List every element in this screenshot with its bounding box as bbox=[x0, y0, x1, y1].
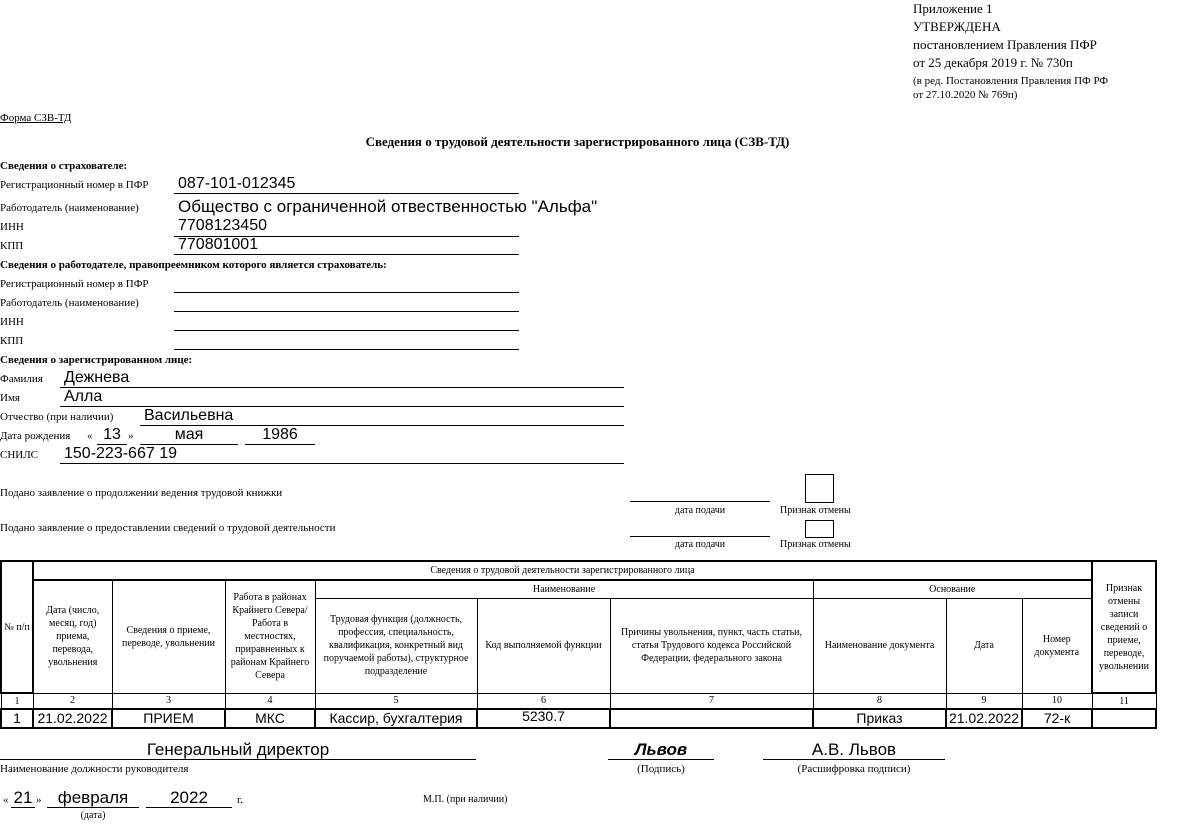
name-label: Имя bbox=[0, 392, 20, 404]
header-num: № п/п bbox=[1, 561, 33, 693]
column-number: 3 bbox=[112, 693, 225, 709]
form-label: Форма СЗВ-ТД bbox=[0, 112, 72, 124]
signature-value[interactable]: Львов bbox=[634, 740, 688, 759]
header-north: Работа в районах Крайнего Севера/Работа в местностях, приравненных к районам Крайнего Севера bbox=[225, 580, 315, 693]
predecessor-employer-line[interactable] bbox=[174, 311, 519, 312]
sign-month-line bbox=[47, 807, 139, 808]
cell-doc-name[interactable]: Приказ bbox=[813, 709, 946, 728]
cell-date[interactable]: 21.02.2022 bbox=[33, 709, 112, 728]
insurer-reg-label: Регистрационный номер в ПФР bbox=[0, 179, 149, 191]
sign-date-quote-close: » bbox=[36, 794, 42, 806]
signature-caption: (Подпись) bbox=[637, 763, 685, 775]
provide-date-caption: дата подачи bbox=[674, 539, 726, 550]
column-number: 10 bbox=[1022, 693, 1092, 709]
insurer-kpp-line bbox=[174, 254, 519, 255]
cell-doc-date[interactable]: 21.02.2022 bbox=[946, 709, 1022, 728]
approval-block bbox=[913, 0, 1108, 102]
header-doc-date: Дата bbox=[946, 598, 1022, 693]
sign-day-line bbox=[11, 807, 35, 808]
header-event: Сведения о приеме, переводе, увольнении bbox=[112, 580, 225, 693]
column-number: 4 bbox=[225, 693, 315, 709]
header-reasons: Причины увольнения, пункт, часть статьи, статья Трудового кодекса Российской Федерации, федерального закона bbox=[610, 598, 813, 693]
predecessor-heading: Сведения о работодателе, правопреемником которого является страхователь: bbox=[0, 259, 387, 271]
insurer-inn-label: ИНН bbox=[0, 221, 24, 233]
header-basis: Основание bbox=[813, 580, 1092, 598]
predecessor-employer-label: Работодатель (наименование) bbox=[0, 297, 139, 309]
continue-cancel-caption: Признак отмены bbox=[780, 505, 851, 516]
header-doc-name: Наименование документа bbox=[813, 598, 946, 693]
continue-cancel-box[interactable] bbox=[805, 474, 834, 503]
position-caption: Наименование должности руководителя bbox=[0, 763, 189, 775]
snils-line bbox=[60, 463, 624, 464]
person-heading: Сведения о зарегистрированном лице: bbox=[0, 354, 193, 366]
header-naming: Наименование bbox=[315, 580, 813, 598]
page-title: Сведения о трудовой деятельности зарегистрированного лица (СЗВ-ТД) bbox=[365, 134, 790, 149]
position-value[interactable]: Генеральный директор bbox=[146, 740, 330, 759]
continue-date-line[interactable] bbox=[630, 501, 770, 502]
cell-function[interactable]: Кассир, бухгалтерия bbox=[315, 709, 477, 728]
sign-date-quote-open: « bbox=[3, 794, 9, 806]
insurer-employer-value[interactable]: Общество с ограниченной отвественностью "Альфа" bbox=[178, 197, 598, 216]
approval-line-3: постановлением Правления ПФР bbox=[913, 37, 1097, 52]
cell-event[interactable]: ПРИЕМ bbox=[112, 709, 225, 728]
sign-year-suffix: г. bbox=[237, 794, 244, 806]
column-number: 11 bbox=[1092, 693, 1156, 709]
sign-year-line bbox=[146, 807, 232, 808]
column-number: 2 bbox=[33, 693, 112, 709]
decode-line bbox=[763, 759, 945, 760]
snils-label: СНИЛС bbox=[0, 449, 39, 461]
insurer-employer-label: Работодатель (наименование) bbox=[0, 202, 139, 214]
name-value[interactable]: Алла bbox=[64, 388, 103, 405]
decode-value[interactable]: А.В. Львов bbox=[811, 740, 897, 759]
predecessor-reg-label: Регистрационный номер в ПФР bbox=[0, 278, 149, 290]
cell-cancel[interactable] bbox=[1092, 709, 1156, 728]
column-number: 1 bbox=[1, 693, 33, 709]
insurer-reg-line bbox=[174, 193, 519, 194]
column-number: 6 bbox=[477, 693, 610, 709]
column-number: 9 bbox=[946, 693, 1022, 709]
predecessor-inn-line[interactable] bbox=[174, 330, 519, 331]
approval-note-2: от 27.10.2020 № 769п) bbox=[913, 89, 1018, 101]
approval-line-4: от 25 декабря 2019 г. № 730п bbox=[913, 55, 1073, 70]
column-number-row bbox=[1, 693, 1156, 709]
provide-date-line[interactable] bbox=[630, 536, 770, 537]
birth-quote-close: » bbox=[128, 430, 134, 442]
approval-line-2: УТВЕРЖДЕНА bbox=[913, 19, 1001, 34]
sign-month-value[interactable]: февраля bbox=[57, 788, 129, 807]
stamp-label: М.П. (при наличии) bbox=[423, 794, 508, 805]
snils-value[interactable]: 150-223-667 19 bbox=[64, 445, 177, 462]
header-code: Код выполняемой функции bbox=[477, 598, 610, 693]
header-date: Дата (число, месяц, год) приема, перевода, увольнения bbox=[33, 580, 112, 693]
surname-value[interactable]: Дежнева bbox=[64, 369, 130, 386]
provide-cancel-caption: Признак отмены bbox=[780, 539, 851, 550]
birth-quote-open: « bbox=[87, 430, 93, 442]
cell-doc-num[interactable]: 72-к bbox=[1022, 709, 1092, 728]
predecessor-inn-label: ИНН bbox=[0, 316, 24, 328]
sign-day-value[interactable]: 21 bbox=[13, 788, 33, 807]
predecessor-kpp-label: КПП bbox=[0, 335, 24, 347]
insurer-reg-value[interactable]: 087-101-012345 bbox=[178, 175, 296, 192]
birth-year-line bbox=[245, 444, 315, 445]
continue-application-label: Подано заявление о продолжении ведения трудовой книжки bbox=[0, 487, 283, 499]
column-number: 8 bbox=[813, 693, 946, 709]
decode-caption: (Расшифровка подписи) bbox=[797, 763, 911, 775]
insurer-inn-value[interactable]: 7708123450 bbox=[178, 217, 267, 234]
predecessor-kpp-line[interactable] bbox=[174, 349, 519, 350]
cell-north[interactable]: МКС bbox=[225, 709, 315, 728]
birth-day-value[interactable]: 13 bbox=[103, 426, 121, 443]
column-number: 5 bbox=[315, 693, 477, 709]
patronymic-value[interactable]: Васильевна bbox=[144, 407, 234, 424]
header-doc-num: Номер документа bbox=[1022, 598, 1092, 693]
provide-cancel-box[interactable] bbox=[805, 520, 834, 538]
cell-code[interactable]: 5230.7 bbox=[477, 709, 610, 728]
birth-month-value[interactable]: мая bbox=[174, 426, 204, 443]
sign-date-caption: (дата) bbox=[80, 810, 106, 821]
continue-date-caption: дата подачи bbox=[674, 505, 726, 516]
birth-year-value[interactable]: 1986 bbox=[262, 426, 298, 443]
insurer-heading: Сведения о страхователе: bbox=[0, 160, 128, 172]
labor-activity-table bbox=[0, 560, 1157, 729]
header-function: Трудовая функция (должность, профессия, специальность, квалификация, конкретный вид поручаемой работы), структурное подразделение bbox=[315, 598, 477, 693]
cell-num[interactable]: 1 bbox=[1, 709, 33, 728]
signature-line bbox=[608, 759, 714, 760]
patronymic-label: Отчество (при наличии) bbox=[0, 411, 114, 423]
cell-reasons[interactable] bbox=[610, 709, 813, 728]
header-cancel: Признак отмены записи сведений о приеме, переводе, увольнении bbox=[1092, 561, 1156, 693]
insurer-kpp-value[interactable]: 770801001 bbox=[178, 236, 259, 253]
position-line bbox=[0, 759, 476, 760]
column-number: 7 bbox=[610, 693, 813, 709]
provide-application-label: Подано заявление о предоставлении сведений о трудовой деятельности bbox=[0, 522, 336, 534]
sign-year-value[interactable]: 2022 bbox=[170, 788, 208, 807]
table-row bbox=[1, 709, 1156, 728]
surname-line bbox=[60, 387, 624, 388]
approval-note-1: (в ред. Постановления Правления ПФ РФ bbox=[913, 75, 1109, 87]
header-group: Сведения о трудовой деятельности зарегистрированного лица bbox=[33, 561, 1092, 580]
insurer-kpp-label: КПП bbox=[0, 240, 24, 252]
surname-label: Фамилия bbox=[0, 373, 43, 385]
predecessor-reg-line[interactable] bbox=[174, 292, 519, 293]
approval-line-1: Приложение 1 bbox=[913, 1, 993, 16]
birth-label: Дата рождения bbox=[0, 430, 71, 442]
